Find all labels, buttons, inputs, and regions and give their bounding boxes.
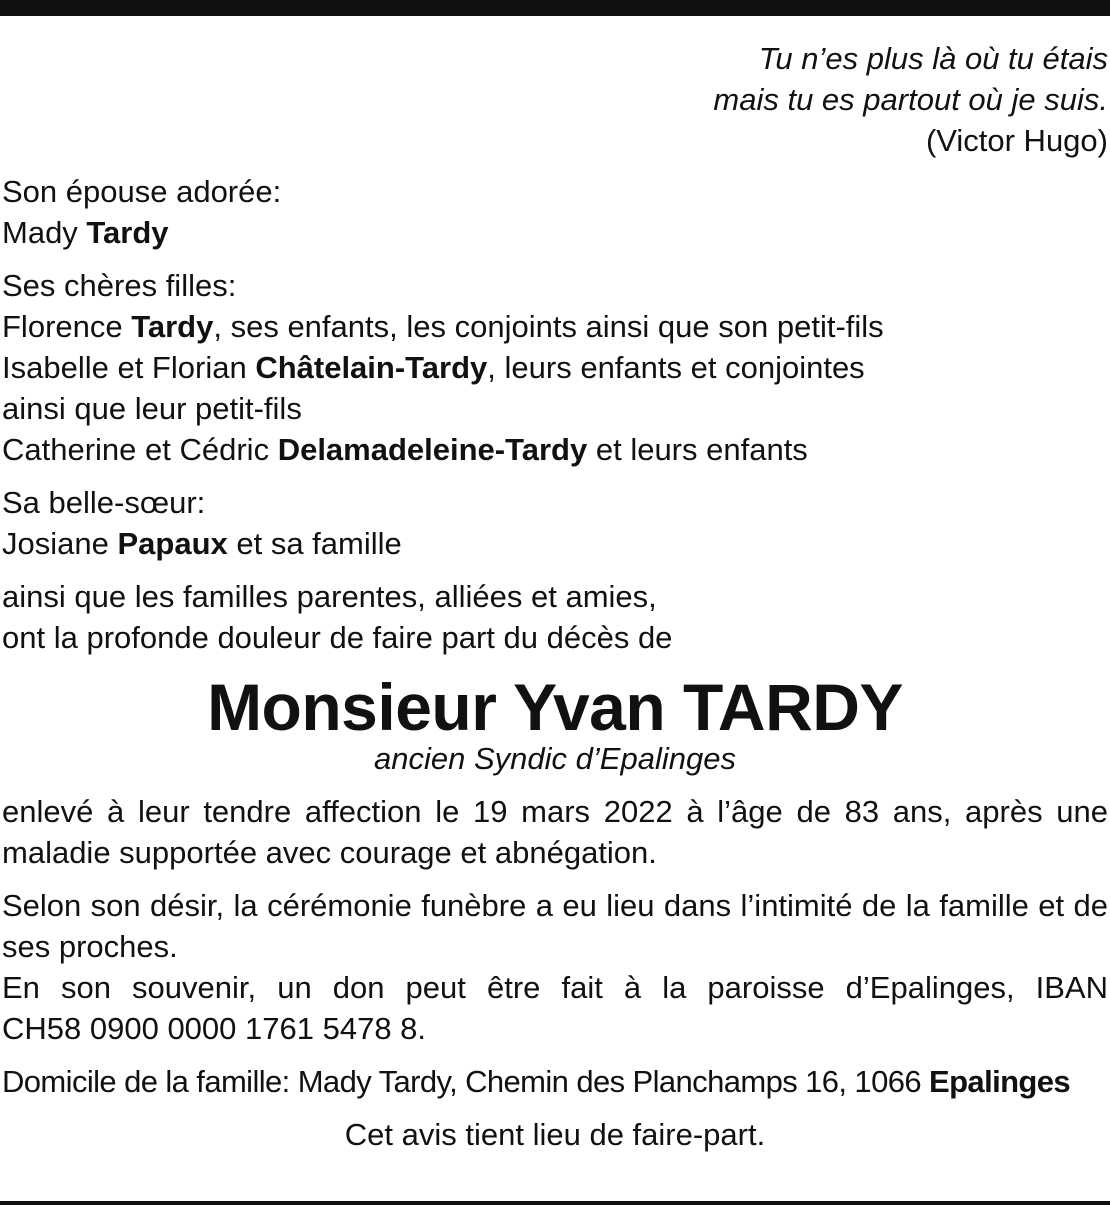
daughter-1-rest: , ses enfants, les conjoints ainsi que son petit-fils [213, 309, 884, 344]
daughter-2-first: Isabelle et Florian [2, 350, 256, 385]
spouse-heading: Son épouse adorée: [2, 174, 282, 209]
daughters-heading: Ses chères filles: [2, 268, 237, 303]
donation-line-2: CH58 0900 0000 1761 5478 8. [2, 1011, 427, 1046]
bottom-border-rule [0, 1201, 1110, 1205]
quote-line-2: mais tu es partout où je suis. [713, 82, 1108, 117]
daughter-3 [2, 429, 1108, 470]
family-domicile [2, 1061, 1108, 1102]
families-section [2, 576, 1108, 658]
domicile-text: Domicile de la famille: Mady Tardy, Chemin des Planchamps 16, 1066 [2, 1064, 930, 1099]
obituary-notice [2, 38, 1108, 1155]
deceased-name: Monsieur Yvan TARDY [207, 670, 903, 744]
domicile-city: Epalinges [929, 1064, 1071, 1099]
donation-line-1: En son souvenir, un don peut être fait à la paroisse d’Epalinges, IBAN [2, 970, 1108, 1005]
spouse-first-name: Mady [2, 215, 87, 250]
daughter-3-rest: et leurs enfants [587, 432, 808, 467]
sister-in-law-last: Papaux [117, 526, 228, 561]
daughter-2-rest: , leurs enfants et conjointes [487, 350, 865, 385]
quote-author: (Victor Hugo) [925, 123, 1108, 158]
footer-note: Cet avis tient lieu de faire-part. [344, 1117, 766, 1152]
daughter-1-first: Florence [2, 309, 132, 344]
families-line-2: ont la profonde douleur de faire part du décès de [2, 620, 673, 655]
spouse-last-name: Tardy [86, 215, 169, 250]
donation-section [2, 967, 1108, 1049]
quote-line-1: Tu n’es plus là où tu étais [758, 41, 1108, 76]
daughter-3-last: Delamadeleine-Tardy [277, 432, 588, 467]
sister-in-law-rest: et sa famille [227, 526, 402, 561]
epigraph-quote [2, 38, 1108, 161]
daughter-1 [2, 306, 1108, 347]
daughter-2-last: Châtelain-Tardy [255, 350, 488, 385]
daughter-1-last: Tardy [131, 309, 214, 344]
families-line-1: ainsi que les familles parentes, alliées et amies, [2, 579, 657, 614]
deceased-role: ancien Syndic d’Epalinges [374, 741, 736, 776]
ceremony-text: Selon son désir, la cérémonie funèbre a eu lieu dans l’intimité de la famille et de ses proches. [2, 888, 1108, 964]
spouse-name [2, 212, 1108, 253]
daughter-2 [2, 347, 1108, 388]
daughters-section [2, 265, 1108, 470]
sister-in-law-section [2, 482, 1108, 564]
sister-in-law-name [2, 523, 1108, 564]
sister-in-law-first: Josiane [2, 526, 118, 561]
daughter-3-first: Catherine et Cédric [2, 432, 278, 467]
sister-in-law-heading: Sa belle-sœur: [2, 485, 206, 520]
death-notice-text: enlevé à leur tendre affection le 19 mars 2022 à l’âge de 83 ans, après une maladie supportée avec courage et abnégation. [2, 794, 1108, 870]
daughter-2-continuation: ainsi que leur petit-fils [2, 391, 302, 426]
top-border-rule [0, 0, 1110, 16]
spouse-section [2, 171, 1108, 253]
